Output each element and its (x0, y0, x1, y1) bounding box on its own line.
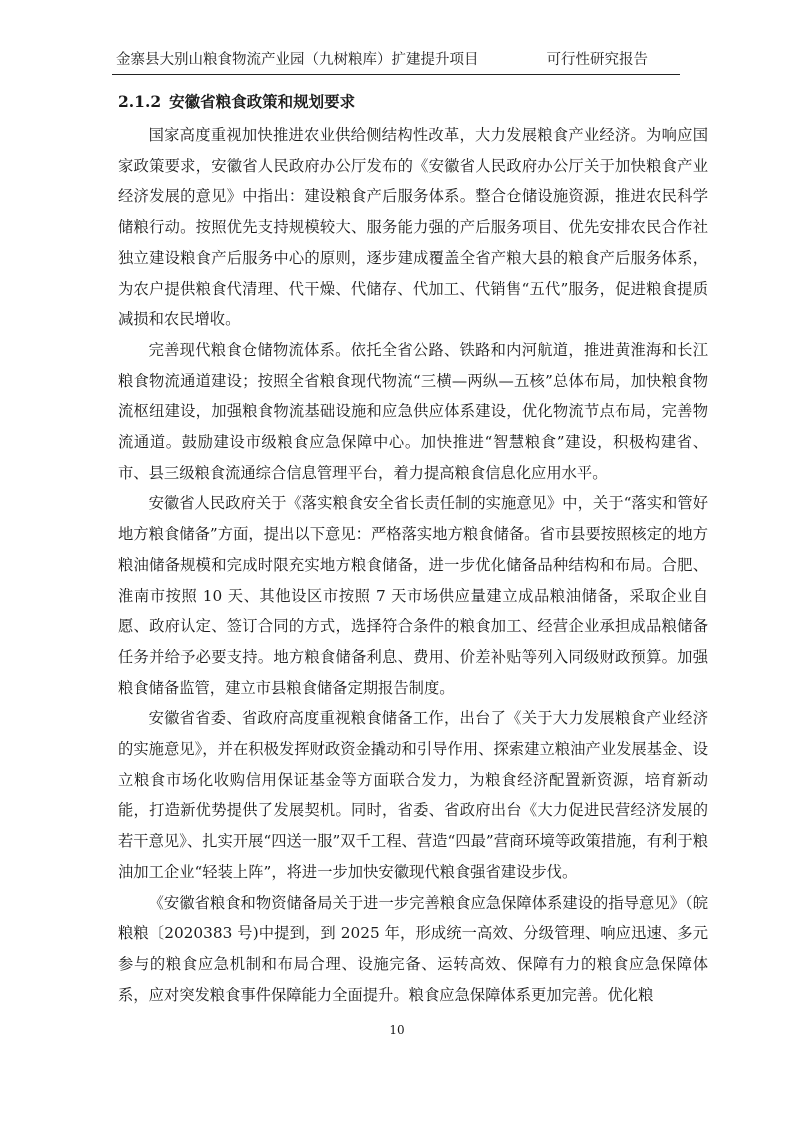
section-number: 2.1.2 (118, 92, 162, 111)
header-report-type: 可行性研究报告 (546, 52, 648, 68)
paragraph-emergency-guidance: 《安徽省粮食和物资储备局关于进一步完善粮食应急保障体系建设的指导意见》（皖粮粮〔2020383 号)中提到，到 2025 年，形成统一高效、分级管理、响应迅速、多元参与的粮食应急机制和布局合理、设施完备、运转高效、保障有力的粮食应急保障体系，应对突发粮食事件保障能力全面提升。粮食应急保障体系更加完善。优化粮 (118, 893, 708, 1004)
paragraph-local-reserves: 安徽省人民政府关于《落实粮食安全省长责任制的实施意见》中，关于“落实和管好地方粮食储备”方面，提出以下意见：严格落实地方粮食储备。省市县要按照核定的地方粮油储备规模和完成时限充实地方粮食储备，进一步优化储备品种结构和布局。合肥、淮南市按照 10 天、其他设区市按照 7 天市场供应量建立成品粮油储备，采取企业自愿、政府认定、签订合同的方式，选择符合条件的粮食加工、经营企业承担成品粮储备任务并给予必要支持。地方粮食储备利息、费用、价差补贴等列入同级财政预算。加强粮食储备监管，建立市县粮食储备定期报告制度。 (118, 494, 708, 697)
header-project-title: 金寨县大别山粮食物流产业园（九树粮库）扩建提升项目 (116, 52, 479, 68)
section-title: 安徽省粮食政策和规划要求 (169, 92, 356, 111)
paragraph-national-policy: 国家高度重视加快推进农业供给侧结构性改革，大力发展粮食产业经济。为响应国家政策要求，安徽省人民政府办公厅发布的《安徽省人民政府办公厅关于加快粮食产业经济发展的意见》中指出：建设粮食产后服务体系。整合仓储设施资源，推进农民科学储粮行动。按照优先支持规模较大、服务能力强的产后服务项目、优先安排农民合作社独立建设粮食产后服务中心的原则，逐步建成覆盖全省产粮大县的粮食产后服务体系，为农户提供粮食代清理、代干燥、代储存、代加工、代销售“五代”服务，促进粮食提质减损和农民增收。 (118, 126, 708, 329)
page-number: 10 (389, 1023, 405, 1037)
paragraph-logistics-system: 完善现代粮食仓储物流体系。依托全省公路、铁路和内河航道，推进黄淮海和长江粮食物流通道建设；按照全省粮食现代物流“三横—两纵—五核”总体布局，加快粮食物流枢纽建设，加强粮食物流基础设施和应急供应体系建设，优化物流节点布局，完善物流通道。鼓励建设市级粮食应急保障中心。加快推进“智慧粮食”建设，积极构建省、市、县三级粮食流通综合信息管理平台，着力提高粮食信息化应用水平。 (118, 340, 708, 482)
body-text (118, 120, 708, 1010)
section-heading (118, 90, 355, 114)
paragraph-provincial-support: 安徽省省委、省政府高度重视粮食储备工作，出台了《关于大力发展粮食产业经济的实施意见》，并在积极发挥财政资金撬动和引导作用、探索建立粮油产业发展基金、设立粮食市场化收购信用保证基金等方面联合发力，为粮食经济配置新资源，培育新动能，打造新优势提供了发展契机。同时，省委、省政府出台《大力促进民营经济发展的若干意见》、扎实开展“四送一服”双千工程、营造“四最”营商环境等政策措施，有利于粮油加工企业“轻装上阵”，将进一步加快安徽现代粮食强省建设步伐。 (118, 709, 708, 881)
page-header (112, 46, 680, 75)
